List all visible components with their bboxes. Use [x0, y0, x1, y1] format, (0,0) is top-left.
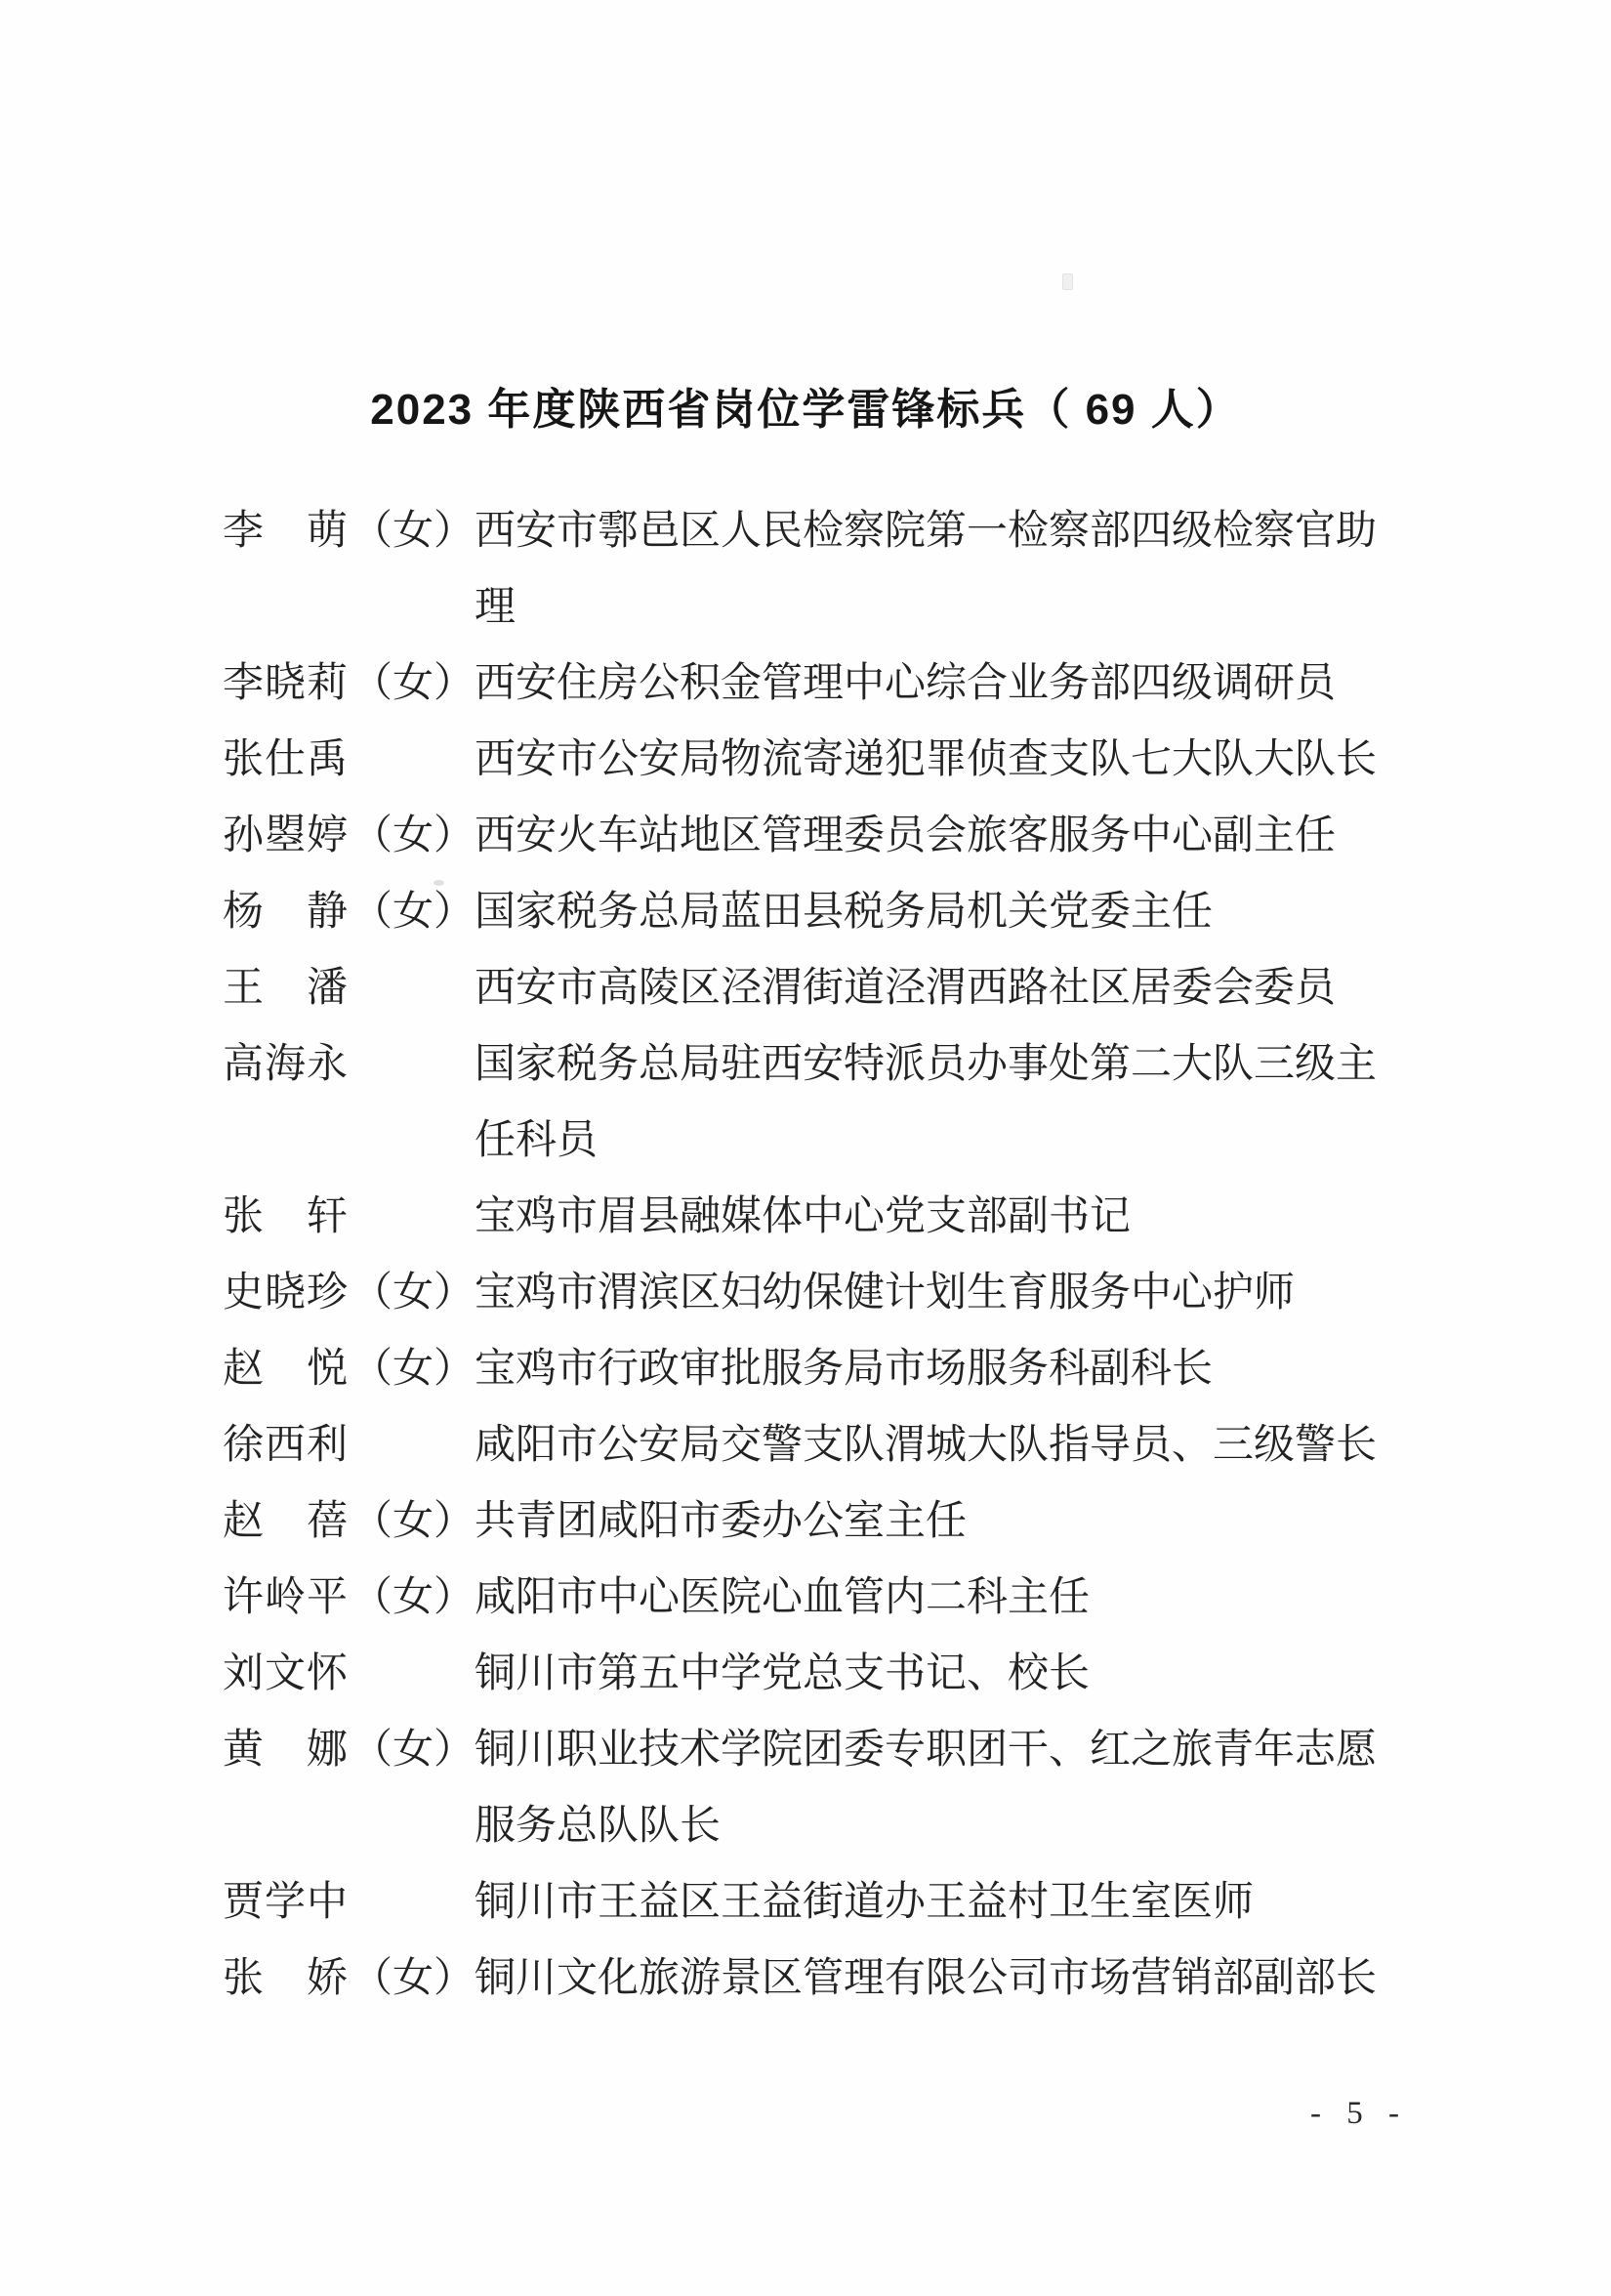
person-name: 王 潘 [223, 966, 350, 1011]
list-item [223, 1483, 1424, 1560]
gender-label: （女） [351, 509, 475, 554]
position-text: 铜川市第五中学党总支书记、校长 [475, 1651, 1091, 1696]
gender-label: （女） [351, 1728, 475, 1773]
position-text: 西安火车站地区管理委员会旅客服务中心副主任 [475, 814, 1337, 858]
person-name: 黄 娜 [223, 1728, 350, 1773]
gender-label: （女） [351, 1347, 475, 1392]
person-name: 孙曌婷 [223, 814, 350, 858]
gender-label: （女） [351, 814, 475, 858]
position-text: 宝鸡市行政审批服务局市场服务科副科长 [475, 1347, 1214, 1392]
position-text: 咸阳市中心医院心血管内二科主任 [475, 1575, 1091, 1620]
position-text: 西安市公安局物流寄递犯罪侦查支队七大队大队长 [475, 737, 1378, 782]
list-item [223, 1560, 1424, 1636]
page-title: 2023 年度陕西省岗位学雷锋标兵（ 69 人） [370, 386, 1241, 434]
list-item [223, 1941, 1424, 2017]
person-name: 徐西利 [223, 1423, 350, 1468]
gender-label: （女） [351, 1956, 475, 2001]
list-item [223, 798, 1424, 874]
list-item [223, 1331, 1424, 1407]
list-item [223, 1712, 1424, 1864]
person-name: 许岭平 [223, 1575, 350, 1620]
person-name: 李 萌 [223, 509, 350, 554]
person-name: 杨 静 [223, 890, 350, 935]
list-item [223, 874, 1424, 950]
person-name: 赵 悦 [223, 1347, 350, 1392]
gender-label: （女） [351, 890, 475, 935]
person-name: 刘文怀 [223, 1651, 350, 1696]
list-item [223, 1255, 1424, 1331]
page-number: - 5 - [1310, 2096, 1408, 2131]
person-name: 高海永 [223, 1042, 350, 1087]
position-text: 铜川职业技术学院团委专职团干、红之旅青年志愿服务总队队长 [475, 1728, 1378, 1849]
position-text: 宝鸡市渭滨区妇幼保健计划生育服务中心护师 [475, 1271, 1296, 1315]
list-item [223, 493, 1424, 646]
list-item [223, 1026, 1424, 1179]
position-text: 铜川市王益区王益街道办王益村卫生室医师 [475, 1880, 1255, 1925]
list-item [223, 1864, 1424, 1941]
person-name: 贾学中 [223, 1880, 350, 1925]
position-text: 国家税务总局蓝田县税务局机关党委主任 [475, 890, 1214, 935]
gender-label: （女） [351, 1499, 475, 1544]
position-text: 国家税务总局驻西安特派员办事处第二大队三级主任科员 [475, 1042, 1378, 1163]
scan-artifact [1062, 273, 1073, 290]
list-item [223, 646, 1424, 722]
position-text: 宝鸡市眉县融媒体中心党支部副书记 [475, 1194, 1132, 1239]
gender-label: （女） [351, 661, 475, 706]
gender-label: （女） [351, 1575, 475, 1620]
person-name: 李晓莉 [223, 661, 350, 706]
person-name: 史晓珍 [223, 1271, 350, 1315]
list-item [223, 722, 1424, 798]
position-text: 铜川文化旅游景区管理有限公司市场营销部副部长 [475, 1956, 1378, 2001]
position-text: 西安住房公积金管理中心综合业务部四级调研员 [475, 661, 1337, 706]
person-name: 张 娇 [223, 1956, 350, 2001]
list-item [223, 950, 1424, 1026]
person-name: 赵 蓓 [223, 1499, 350, 1544]
person-name: 张仕禹 [223, 737, 350, 782]
list-item [223, 1636, 1424, 1712]
gender-label: （女） [351, 1271, 475, 1315]
position-text: 西安市高陵区泾渭街道泾渭西路社区居委会委员 [475, 966, 1337, 1011]
position-text: 共青团咸阳市委办公室主任 [475, 1499, 968, 1544]
list-item [223, 1179, 1424, 1255]
list-item [223, 1407, 1424, 1483]
awardee-list [223, 493, 1424, 2017]
position-text: 西安市鄠邑区人民检察院第一检察部四级检察官助理 [475, 509, 1378, 630]
position-text: 咸阳市公安局交警支队渭城大队指导员、三级警长 [475, 1423, 1378, 1468]
person-name: 张 轩 [223, 1194, 350, 1239]
